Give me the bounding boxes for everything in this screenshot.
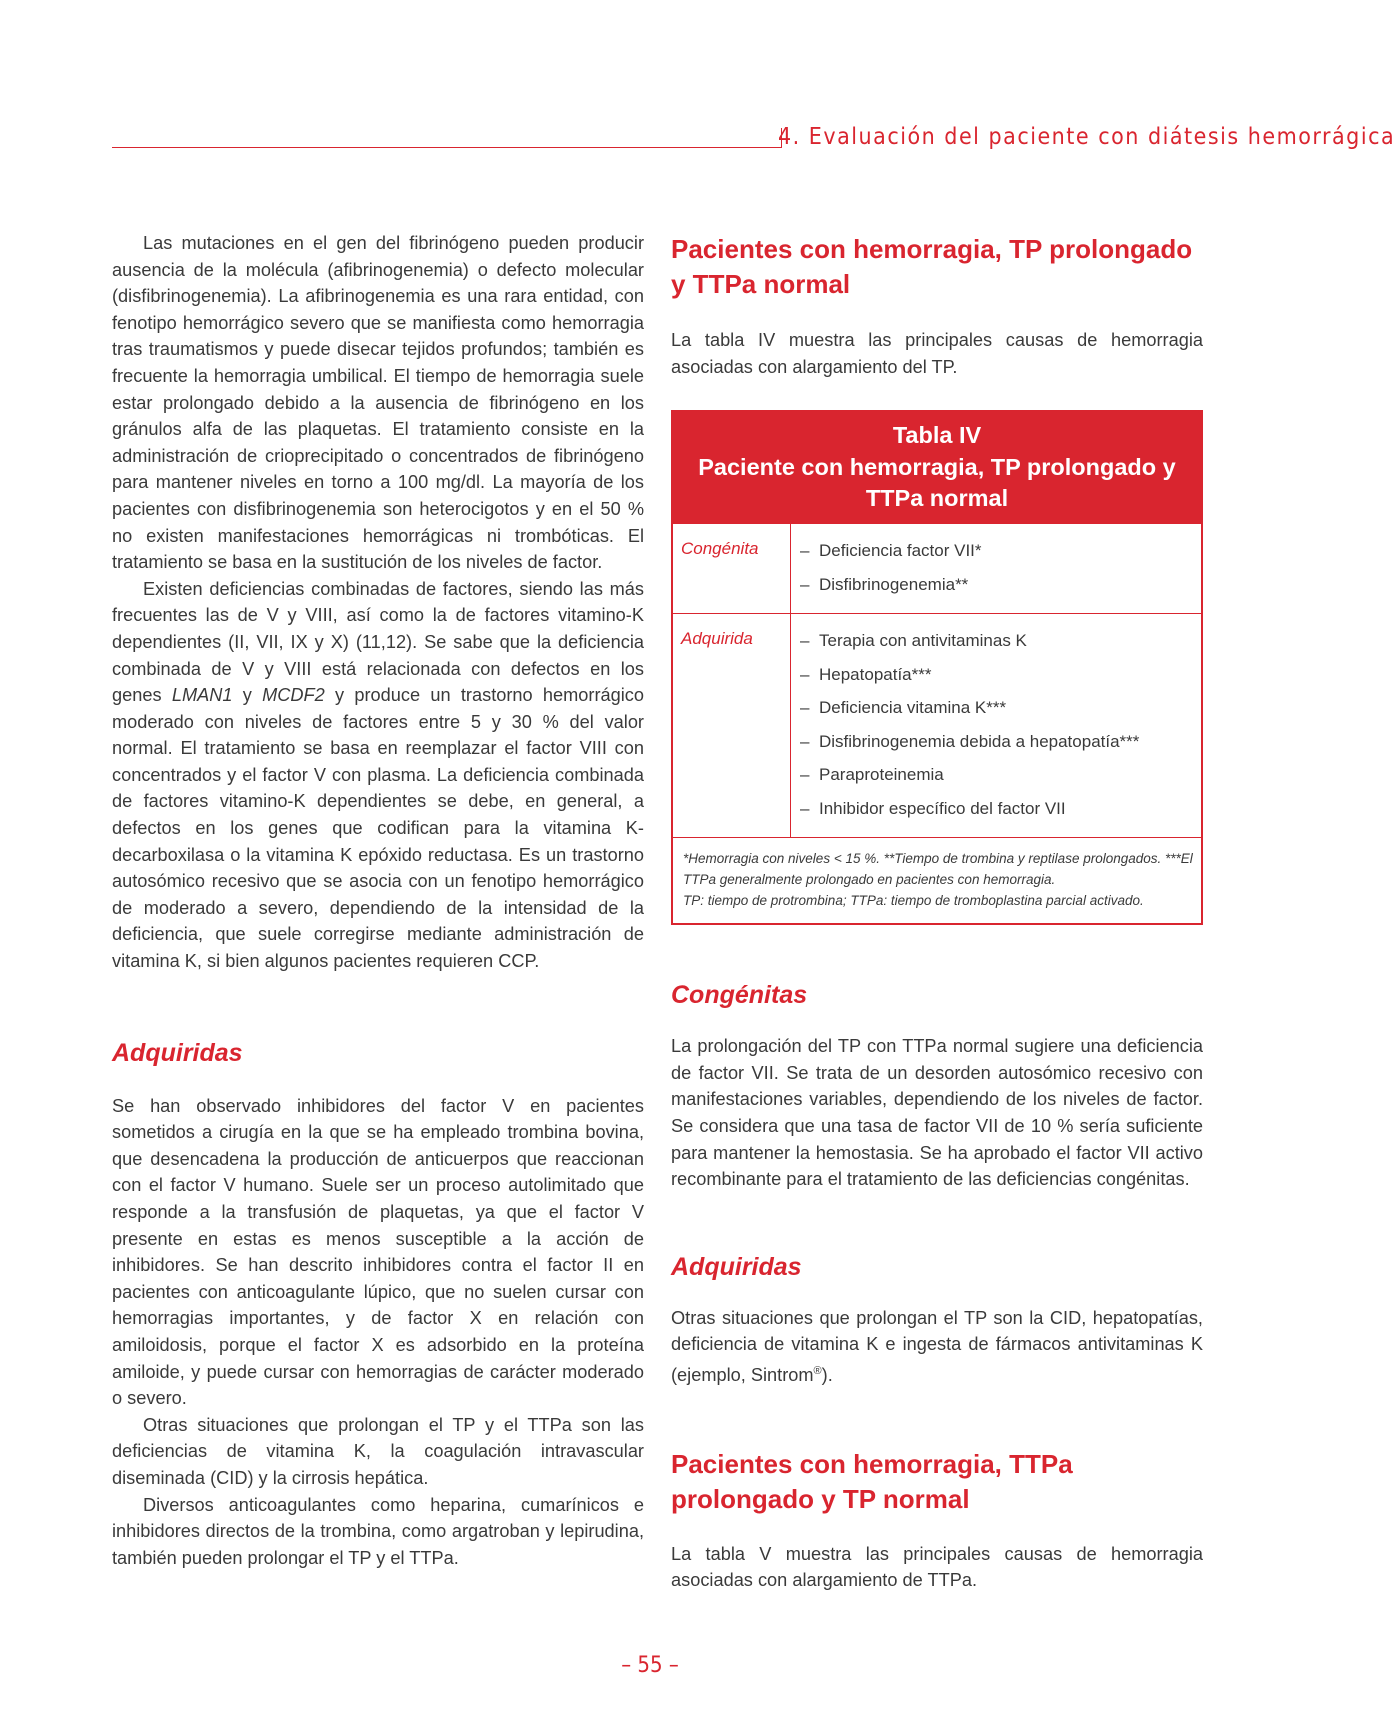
table-item: – Disfibrinogenemia**	[800, 574, 969, 594]
heading-adquiridas-right: Adquiridas	[671, 1252, 802, 1281]
table-item: – Paraproteinemia	[800, 765, 944, 785]
table-iv-footnote	[673, 838, 1201, 923]
table-item: – Inhibidor específico del factor VII	[800, 798, 1066, 818]
table-iv-title: Tabla IV	[892, 422, 982, 449]
table-row-adquirida	[673, 614, 1201, 838]
right-column	[671, 232, 1203, 1594]
left-column	[112, 230, 644, 1571]
table-items-congenita	[791, 524, 1201, 613]
table-category-adquirida: Adquirida	[673, 614, 791, 837]
running-header: 4. Evaluación del paciente con diátesis hemorrágica	[778, 124, 1395, 150]
table-items-adquirida	[791, 614, 1201, 837]
paragraph-tabla-v-intro: La tabla V muestra las principales causas de hemorragia asociadas con alargamiento de TTPa.	[671, 1543, 1203, 1591]
heading-ttpa-prolongado: Pacientes con hemorragia, TTPa prolongado y TP normal	[671, 1448, 1073, 1514]
table-footnote-abbreviations-1: *Hemorragia con niveles < 15 %. **Tiempo de trombina y reptilase prolongados. ***El TTPa generalmente prolongado en pacientes con hemorragia.	[683, 851, 1193, 888]
paragraph-tabla-iv-intro: La tabla IV muestra las principales causas de hemorragia asociadas con alargamiento del TP.	[671, 330, 1203, 377]
heading-adquiridas-left: Adquiridas	[112, 1038, 243, 1067]
table-item: – Deficiencia vitamina K***	[800, 698, 1007, 718]
paragraph-congenitas: La prolongación del TP con TTPa normal sugiere una deficiencia de factor VII. Se trata de un desorden autosómico recesivo con manifestaciones variables, dependiendo de los niveles de factor. Se considera que una tasa de factor VII de 10 % sería suficiente para mantener la hemostasia. Se ha aprobado el factor VII activo recombinante para el tratamiento de las deficiencias congénitas.	[671, 1036, 1203, 1190]
gene-lman1: LMAN1	[171, 685, 233, 706]
paragraph-anticoagulants: Diversos anticoagulantes como heparina, cumarínicos e inhibidores directos de la trombina, como argatroban y lepirudina, también pueden prolongar el TP y el TTPa.	[112, 1494, 644, 1568]
heading-congenitas: Congénitas	[671, 981, 808, 1010]
paragraph-adquiridas-right: Otras situaciones que prolongan el TP son la CID, hepatopatías, deficiencia de vitamina K e ingesta de fármacos antivitaminas K (ejemplo, Sintrom®).	[671, 1307, 1203, 1385]
table-category-congenita: Congénita	[673, 524, 791, 613]
table-iv-subtitle: Paciente con hemorragia, TP prolongado y TTPa normal	[698, 454, 1176, 512]
table-footnote-abbreviations-2: TP: tiempo de protrombina; TTPa: tiempo de tromboplastina parcial activado.	[683, 893, 1144, 909]
paragraph-fibrinogen: Las mutaciones en el gen del fibrinógeno pueden producir ausencia de la molécula (afibrinogenemia) o defecto molecular (disfibrinogenemia). La afibrinogenemia es una rara entidad, con fenotipo hemorrágico severo que se manifiesta como hemorragia tras traumatismos y puede disecar tejidos profundos; también es frecuente la hemorragia umbilical. El tiempo de hemorragia suele estar prolongado debido a la ausencia de fibrinógeno en los gránulos alfa de las plaquetas. El tratamiento consiste en la administración de crioprecipitado o concentrados de fibrinógeno para mantener niveles en torno a 100 mg/dl. La mayoría de los pacientes con disfibrinogenemia son heterocigotos y en el 50 % no existen manifestaciones hemorrágicas ni trombóticas. El tratamiento se basa en la sustitución de los niveles de factor.	[112, 233, 644, 573]
page-number: – 55 –	[621, 1653, 679, 1678]
paragraph-factor-v-inhibitors: Se han observado inhibidores del factor V en pacientes sometidos a cirugía en la que se ha empleado trombina bovina, que desencadena la producción de anticuerpos que reaccionan con el factor V humano. Suele ser un proceso autolimitado que responde a la transfusión de plaquetas, ya que el factor V presente en estas es menos susceptible a la acción de inhibidores. Se han descrito inhibidores contra el factor II en pacientes con anticoagulante lúpico, que no suelen cursar con hemorragias importantes, y de factor X en relación con amiloidosis, porque el factor X es adsorbido en la proteína amiloide, y puede cursar con hemorragias de carácter moderado o severo.	[112, 1095, 644, 1409]
table-iv	[671, 410, 1203, 925]
table-row-congenita	[673, 524, 1201, 614]
gene-mcdf2: MCDF2	[262, 685, 325, 706]
table-item: – Hepatopatía***	[800, 664, 932, 684]
table-item: – Terapia con antivitaminas K	[800, 631, 1027, 651]
table-iv-header	[673, 412, 1201, 524]
header-rule	[112, 147, 782, 148]
registered-mark: ®	[813, 1364, 822, 1377]
table-item: – Disfibrinogenemia debida a hepatopatía***	[800, 731, 1140, 751]
table-item: – Deficiencia factor VII*	[800, 541, 982, 561]
heading-tp-prolongado: Pacientes con hemorragia, TP prolongado y TTPa normal	[671, 234, 1193, 299]
paragraph-combined-deficiencies: Existen deficiencias combinadas de factores, siendo las más frecuentes las de V y VIII, así como la de factores vitamino-K dependientes (II, VII, IX y X) (11,12). Se sabe que la deficiencia combinada de V y VIII está relacionada con defectos en los genes LMAN1 y MCDF2 y produce un trastorno hemorrágico moderado con niveles de factores entre 5 y 30 % del valor normal. El tratamiento se basa en reemplazar el factor VIII con concentrados y el factor V con plasma. La deficiencia combinada de factores vitamino-K dependientes se debe, en general, a defectos en los genes que codifican para la vitamina K-decarboxilasa o la vitamina K epóxido reductasa. Es un trastorno autosómico recesivo que se asocia con un fenotipo hemorrágico de moderado a severo, dependiendo de la intensidad de la deficiencia, que suele corregirse mediante administración de vitamina K, si bien algunos pacientes requieren CCP.	[112, 578, 644, 972]
paragraph-other-situations: Otras situaciones que prolongan el TP y el TTPa son las deficiencias de vitamina K, la coagulación intravascular diseminada (CID) y la cirrosis hepática.	[112, 1414, 644, 1488]
